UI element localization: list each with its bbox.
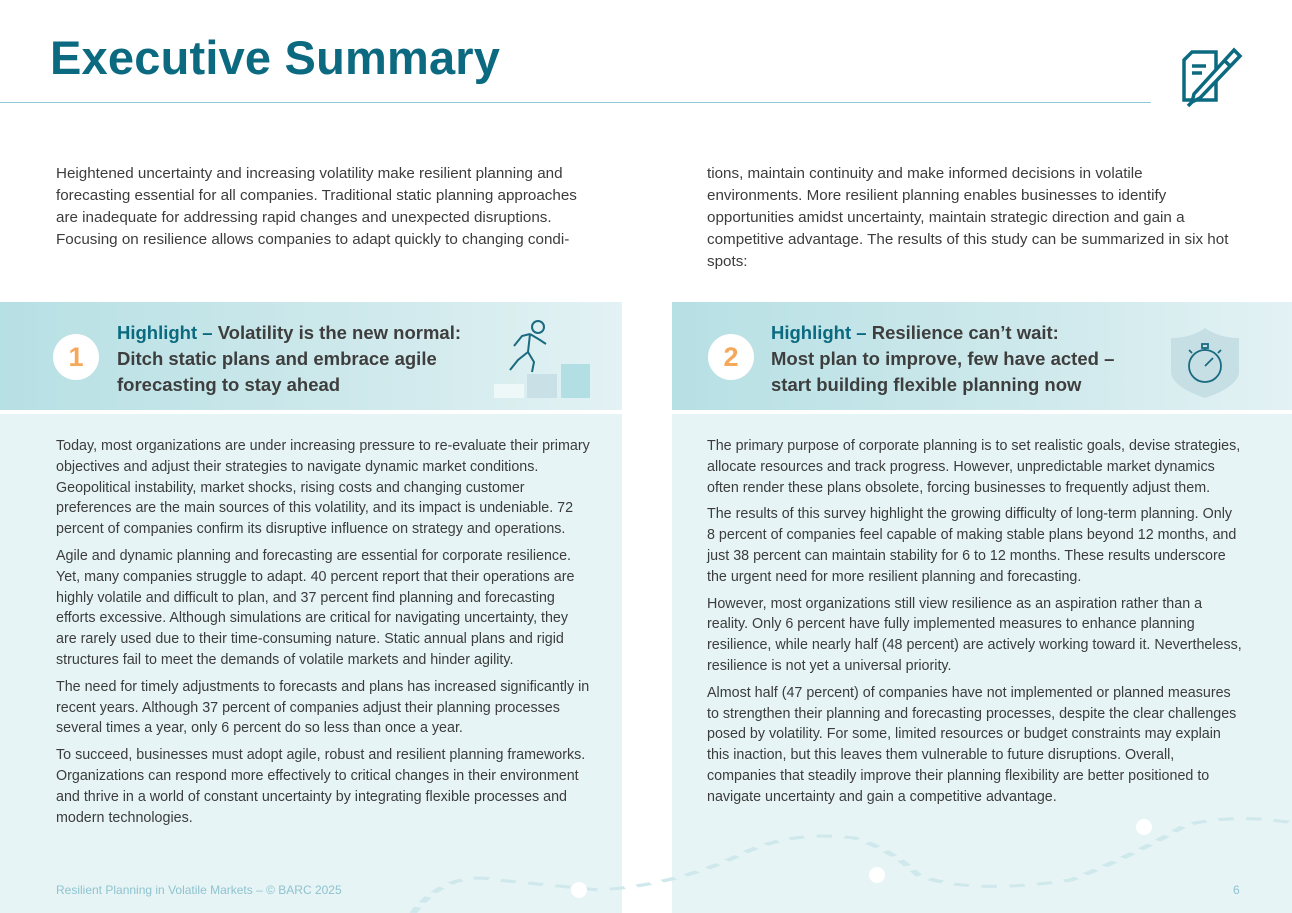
page-title: Executive Summary <box>50 31 501 84</box>
stopwatch-shield-icon <box>1169 326 1241 398</box>
highlight-number: 2 <box>708 334 754 380</box>
highlight-text: The primary purpose of corporate planning is to set realistic goals, devise strategies, allocate resources and track progress. However, unpredictable market dynamics often render these plans obsolete, forcing businesses to frequently adjust them. The results of this survey highlight the growing difficulty of long-term planning. Only 8 percent of companies feel capable of making stable plans beyond 12 months, and just 38 percent can maintain stability for 6 to 12 months. These results underscore the urgent need for more resilient planning and forecasting. However, most organizations still view resilience as an aspiration rather than a reality. Only 6 percent have fully implemented measures to enhance planning resilience, while nearly half (48 percent) are actively working toward it. Nevertheless, resilience is not yet a universal priority. Almost half (47 percent) of companies have not implemented or planned measures to strengthen their planning and forecasting processes, despite the clear challenges posed by volatility. For some, limited resources or budget constraints may explain this inaction, but this leaves them vulnerable to future disruptions. Overall, companies that steadily improve their planning flexibility are better positioned to navigate uncertainty and gain a competitive advantage. <box>707 438 1242 805</box>
highlight-title: Highlight – Resilience can’t wait: Most plan to improve, few have acted – start building flexible planning now <box>771 322 1115 395</box>
page-number: 6 <box>1233 883 1240 897</box>
title-divider <box>0 102 1151 103</box>
highlight-header <box>0 302 622 410</box>
highlight-header <box>672 302 1292 410</box>
highlight-text: Today, most organizations are under increasing pressure to re-evaluate their primary objectives and adjust their strategies to navigate dynamic market conditions. Geopolitical instability, market shocks, rising costs and changing customer preferences are the main sources of this volatility, and its impact is undeniable. 72 percent of companies confirm its disruptive influence on strategy and operations. Agile and dynamic planning and forecasting are essential for corporate resilience. Yet, many companies struggle to adapt. 40 percent report that their operations are highly volatile and difficult to plan, and 37 percent find planning and forecasting efforts excessive. Although simulations are critical for navigating uncertainty, they are rarely used due to their time-consuming nature. Static annual plans and rigid structures fail to meet the demands of volatile markets and hinder agility. The need for timely adjustments to forecasts and plans has increased significantly in recent years. Although 37 percent of companies adjust their planning processes several times a year, only 6 percent do so less than once a year. To succeed, businesses must adopt agile, robust and resilient planning frameworks. Organizations can respond more effectively to critical changes in their environment and thrive in a world of constant uncertainty by integrating flexible processes and modern technologies. <box>56 438 590 826</box>
document-pen-icon <box>1172 40 1244 110</box>
highlight-title: Highlight – Volatility is the new normal: Ditch static plans and embrace agile forecasting to stay ahead <box>117 322 462 395</box>
intro-left: Heightened uncertainty and increasing volatility make resilient planning and forecasting essential for all companies. Traditional static planning approaches are inadequate for addressing rapid changes and unexpected disruptions. Focusing on resilience allows companies to adapt quickly to changing condi- <box>56 165 577 248</box>
running-person-stairs-icon <box>492 318 592 398</box>
intro-right: tions, maintain continuity and make informed decisions in volatile environments. More resilient planning enables businesses to identify opportunities amidst uncertainty, maintain strategic direction and gain a competitive advantage. The results of this study can be summarized in six hot spots: <box>707 165 1229 270</box>
highlight-number: 1 <box>53 334 99 380</box>
footer-source: Resilient Planning in Volatile Markets – © BARC 2025 <box>56 883 342 897</box>
